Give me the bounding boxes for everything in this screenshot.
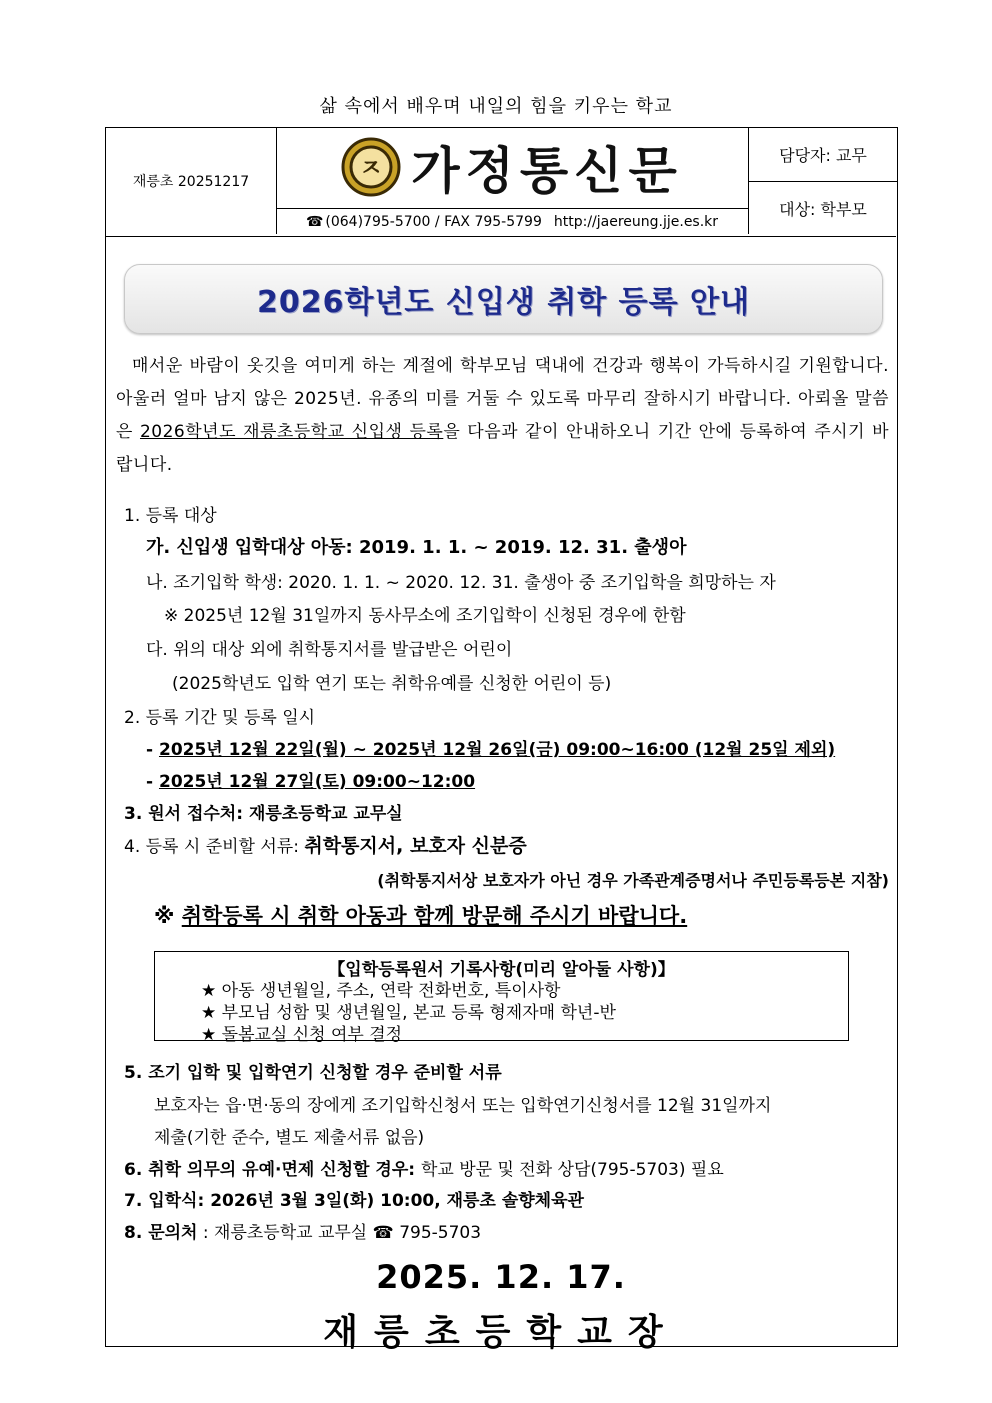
intro-underlined: 2026학년도 재릉초등학교 신입생 등록 xyxy=(139,422,444,442)
section-5-title: 5. 조기 입학 및 입학연기 신청할 경우 준비할 서류 xyxy=(124,1063,502,1083)
section-4-warning-row xyxy=(154,900,687,930)
newsletter-name: 가정통신문 xyxy=(411,141,683,200)
phone-fax: (064)795-5700 / FAX 795-5799 xyxy=(325,214,542,230)
section-1-a: 가. 신입생 입학대상 아동: 2019. 1. 1. ~ 2019. 12. 31. 출생아 xyxy=(146,537,687,558)
section-1-b: 나. 조기입학 학생: 2020. 1. 1. ~ 2020. 12. 31. 출생아 중 조기입학을 희망하는 자 xyxy=(146,573,776,593)
section-5-line2: 제출(기한 준수, 별도 제출서류 없음) xyxy=(154,1128,425,1148)
section-3: 3. 원서 접수처: 재릉초등학교 교무실 xyxy=(124,804,403,824)
school-url[interactable]: http://jaereung.jje.es.kr xyxy=(553,214,719,230)
phone-icon: ☎ xyxy=(305,214,324,230)
header-meta xyxy=(748,128,897,234)
section-8-value: : 재릉초등학교 교무실 ☎ 795-5703 xyxy=(197,1223,482,1243)
logo-row xyxy=(276,128,748,206)
newsletter-header xyxy=(106,128,896,237)
reference-mark: ※ xyxy=(154,904,182,928)
dash: - xyxy=(146,772,159,792)
section-8-label: 8. 문의처 xyxy=(124,1223,198,1243)
notes-item: ★ 아동 생년월일, 주소, 연락 전화번호, 특이사항 xyxy=(201,981,561,1001)
section-2-b-row xyxy=(146,767,475,792)
notes-item: ★ 부모님 성함 및 생년월일, 본교 등록 형제자매 학년-반 xyxy=(201,1003,616,1023)
section-2-a: 2025년 12월 22일(월) ~ 2025년 12월 26일(금) 09:00~16:00 (12월 25일 제외) xyxy=(158,740,836,760)
section-6-label: 6. 취학 의무의 유예·면제 신청할 경우: xyxy=(124,1160,421,1180)
newsletter-masthead xyxy=(276,128,748,234)
school-seal-icon xyxy=(341,137,401,197)
intro-paragraph xyxy=(116,350,889,482)
section-6-row xyxy=(124,1155,724,1180)
section-1-title: 1. 등록 대상 xyxy=(124,506,217,526)
registration-form-notes xyxy=(154,951,849,1045)
doc-number: 재릉초 20251217 xyxy=(106,128,277,234)
section-4-label: 4. 등록 시 준비할 서류: xyxy=(124,837,305,857)
section-7: 7. 입학식: 2026년 3월 3일(화) 10:00, 재릉초 솔향체육관 xyxy=(124,1191,584,1211)
principal-signature: 재릉초등학교장 xyxy=(323,1312,679,1353)
contact-row xyxy=(276,208,748,235)
section-1-c-note: (2025학년도 입학 연기 또는 취학유예를 신청한 어린이 등) xyxy=(172,674,612,694)
notes-title: 【입학등록원서 기록사항(미리 알아둘 사항)】 xyxy=(328,960,675,980)
intro-part2: 을 다음과 같이 안내하오니 기간 안에 등록하여 주시기 바랍니다. xyxy=(116,422,889,475)
section-2-a-row xyxy=(146,735,835,760)
section-4-warning: 취학등록 시 취학 아동과 함께 방문해 주시기 바랍니다. xyxy=(181,904,688,928)
title-banner xyxy=(124,264,883,334)
section-4-value: 취학통지서, 보호자 신분증 xyxy=(304,835,527,857)
section-1-b-note: ※ 2025년 12월 31일까지 동사무소에 조기입학이 신청된 경우에 한함 xyxy=(164,606,686,626)
section-4-row xyxy=(124,831,527,858)
section-6-value: 학교 방문 및 전화 상담(795-5703) 필요 xyxy=(420,1160,724,1180)
section-1-c: 다. 위의 대상 외에 취학통지서를 발급받은 어린이 xyxy=(146,640,513,660)
section-2-title: 2. 등록 기간 및 등록 일시 xyxy=(124,708,316,728)
manager-cell: 담당자: 교무 xyxy=(779,146,867,165)
newsletter-frame xyxy=(105,127,898,1353)
school-motto: 삶 속에서 배우며 내일의 힘을 키우는 학교 xyxy=(319,96,673,117)
page-title: 2026학년도 신입생 취학 등록 안내 xyxy=(256,285,751,320)
section-5-line1: 보호자는 읍·면·동의 장에게 조기입학신청서 또는 입학연기신청서를 12월 31일까지 xyxy=(154,1096,772,1116)
audience-cell: 대상: 학부모 xyxy=(749,181,897,235)
dash: - xyxy=(146,740,159,760)
section-4-note: (취학통지서상 보호자가 아닌 경우 가족관계증명서나 주민등록등본 지참) xyxy=(377,871,889,890)
issue-date: 2025. 12. 17. xyxy=(376,1258,626,1296)
notes-item: ★ 돌봄교실 신청 여부 결정 xyxy=(201,1025,403,1045)
section-8-row xyxy=(124,1218,481,1243)
seal-char: ㅈ xyxy=(359,153,383,182)
section-2-b: 2025년 12월 27일(토) 09:00~12:00 xyxy=(158,772,476,792)
intro-part1: 매서운 바람이 옷깃을 여미게 하는 계절에 학부모님 댁내에 건강과 행복이 가득하시길 기원합니다. 아울러 얼마 남지 않은 2025년. 유종의 미를 거둘 수 있도록 마무리 잘하시기 바랍니다. 아뢰올 말씀은 xyxy=(116,356,889,442)
